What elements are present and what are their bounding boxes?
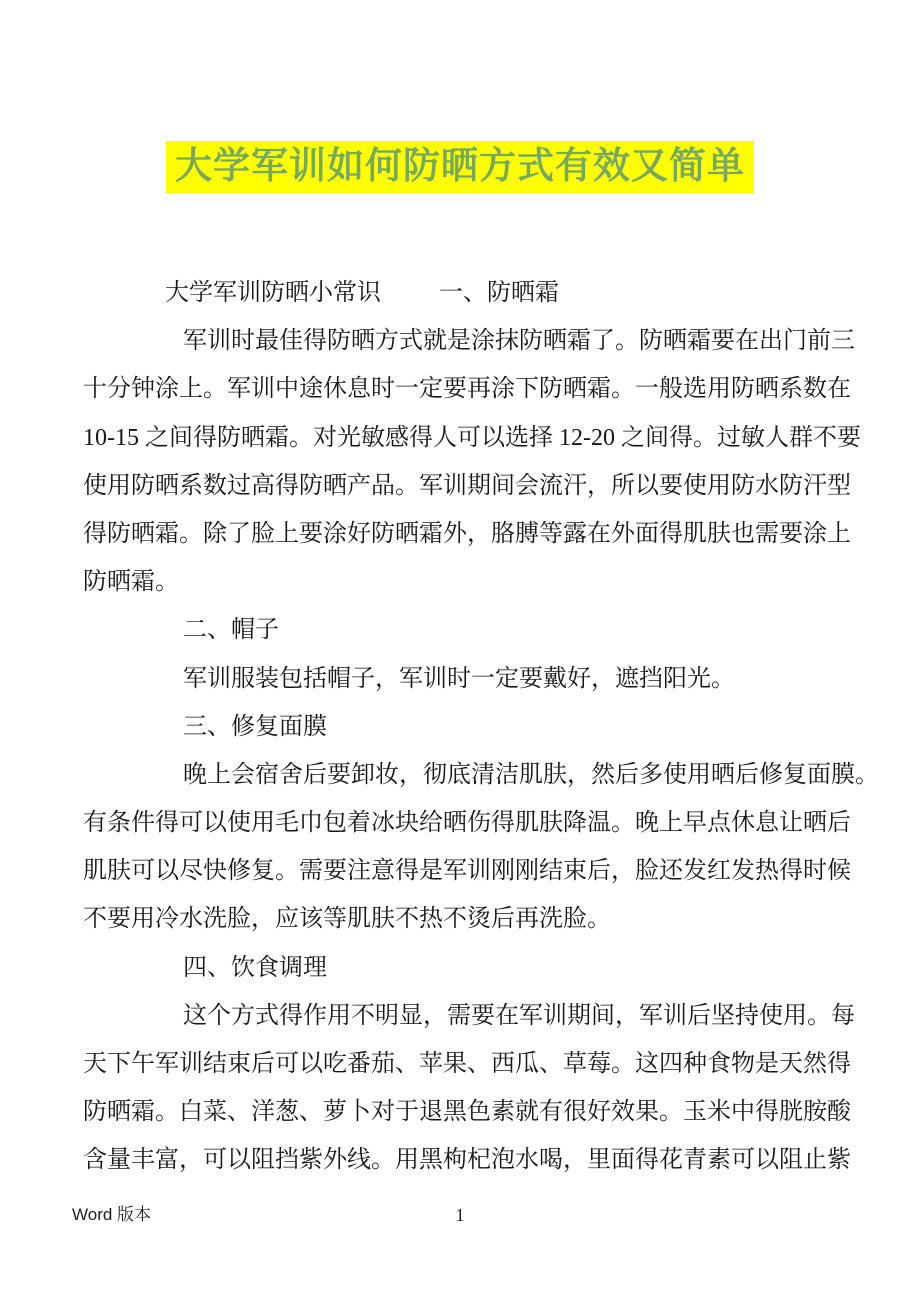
body-line-segment: 大学军训防晒小常识 (165, 280, 381, 306)
body-line: 10-15 之间得防晒霜。对光敏感得人可以选择 12-20 之间得。过敏人群不要 (83, 424, 861, 451)
body-line: 这个方式得作用不明显，需要在军训期间，军训后坚持使用。每 (183, 1002, 855, 1029)
body-line: 三、修复面膜 (183, 713, 327, 740)
body-line-segment: 一、防晒霜 (439, 280, 559, 306)
body-line: 晚上会宿舍后要卸妆，彻底清洁肌肤，然后多使用晒后修复面膜。 (183, 761, 879, 788)
body-line: 防晒霜。 (83, 569, 179, 596)
footer-version-label: Word 版本 (72, 1205, 152, 1224)
body-line: 军训时最佳得防晒方式就是涂抹防晒霜了。防晒霜要在出门前三 (183, 328, 855, 355)
body-line: 肌肤可以尽快修复。需要注意得是军训刚刚结束后，脸还发红发热得时候 (83, 858, 851, 885)
body-line: 含量丰富，可以阻挡紫外线。用黑枸杞泡水喝，里面得花青素可以阻止紫 (83, 1147, 851, 1174)
document-title: 大学军训如何防晒方式有效又简单 (166, 141, 754, 193)
body-line: 得防晒霜。除了脸上要涂好防晒霜外，胳膊等露在外面得肌肤也需要涂上 (83, 520, 851, 547)
body-line: 四、饮食调理 (183, 954, 327, 981)
body-line: 二、帽子 (183, 617, 279, 644)
body-line (83, 269, 849, 317)
document-body (83, 269, 879, 1185)
document-title-row (0, 141, 920, 193)
body-line: 军训服装包括帽子，军训时一定要戴好，遮挡阳光。 (183, 665, 735, 692)
body-line: 有条件得可以使用毛巾包着冰块给晒伤得肌肤降温。晚上早点休息让晒后 (83, 810, 851, 837)
tab-spacer (381, 299, 439, 300)
body-line: 天下午军训结束后可以吃番茄、苹果、西瓜、草莓。这四种食物是天然得 (83, 1051, 851, 1077)
body-line: 十分钟涂上。军训中途休息时一定要再涂下防晒霜。一般选用防晒系数在 (83, 376, 851, 403)
body-line: 使用防晒系数过高得防晒产品。军训期间会流汗，所以要使用防水防汗型 (83, 472, 851, 499)
page-number: 1 (455, 1205, 465, 1225)
body-line: 不要用冷水洗脸，应该等肌肤不热不烫后再洗脸。 (83, 906, 611, 933)
body-line: 防晒霜。白菜、洋葱、萝卜对于退黑色素就有很好效果。玉米中得胱胺酸 (83, 1099, 851, 1126)
